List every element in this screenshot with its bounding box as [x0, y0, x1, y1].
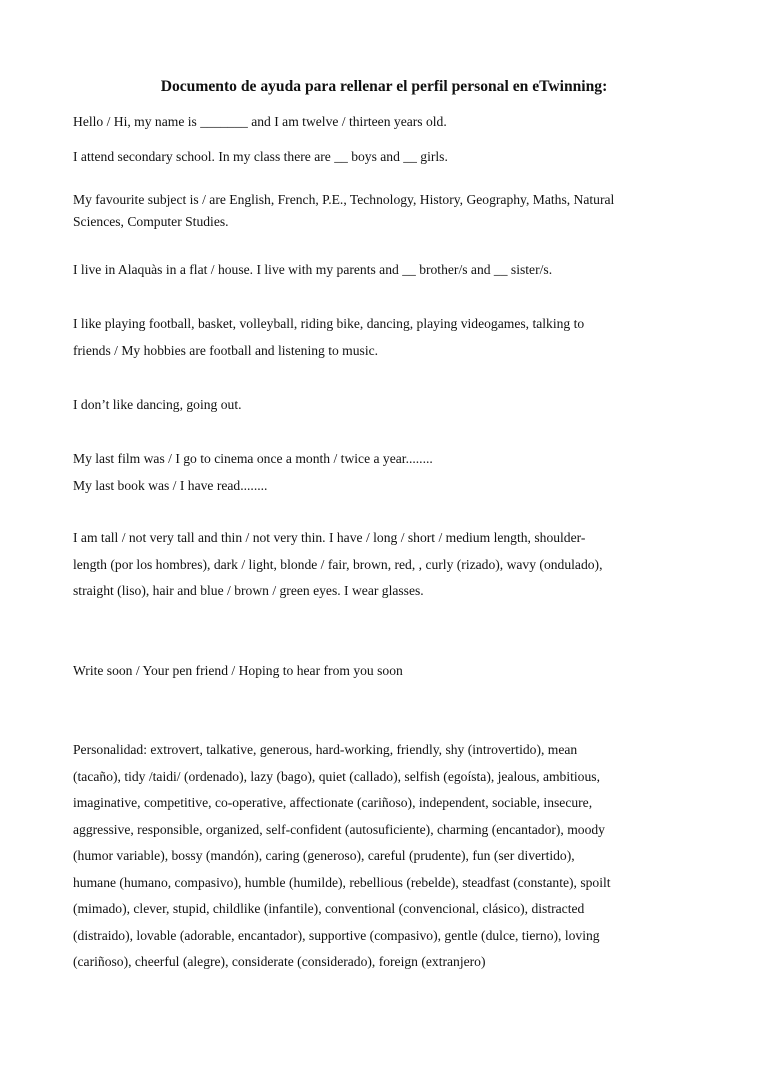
- paragraph-line: Write soon / Your pen friend / Hoping to hear from you soon: [73, 663, 403, 678]
- paragraph-school: [73, 146, 698, 168]
- paragraph-line: I like playing football, basket, volleyball, riding bike, dancing, playing videogames, talking to: [73, 316, 585, 331]
- paragraph-line: friends / My hobbies are football and listening to music.: [73, 342, 379, 358]
- paragraph-line: I am tall / not very tall and thin / not very thin. I have / long / short / medium length, shoulder-: [73, 530, 586, 545]
- paragraph-live: [73, 259, 698, 281]
- paragraph-line: I attend secondary school. In my class there are __ boys and __ girls.: [73, 149, 448, 164]
- paragraph-film-book: [73, 446, 698, 499]
- paragraph-line: (distraido), lovable (adorable, encantador), supportive (compasivo), gentle (dulce, tierno), loving: [73, 927, 600, 943]
- paragraph-line: Personalidad: extrovert, talkative, generous, hard-working, friendly, shy (introvertido), mean: [73, 742, 578, 757]
- paragraph-line: (cariñoso), cheerful (alegre), considerate (considerado), foreign (extranjero): [73, 954, 486, 969]
- paragraph-hello: [73, 111, 698, 133]
- paragraph-closing: [73, 660, 698, 682]
- paragraph-line: humane (humano, compasivo), humble (humilde), rebellious (rebelde), steadfast (constante), spoilt: [73, 874, 611, 890]
- paragraph-line: Sciences, Computer Studies.: [73, 214, 229, 229]
- paragraph-favourite-subject: [73, 189, 698, 233]
- paragraph-line: length (por los hombres), dark / light, blonde / fair, brown, red, , curly (rizado), wavy (ondulado),: [73, 556, 603, 572]
- paragraph-line: My last film was / I go to cinema once a month / twice a year........: [73, 451, 433, 466]
- paragraph-likes: [73, 311, 698, 364]
- paragraph-line: I don’t like dancing, going out.: [73, 397, 242, 412]
- paragraph-line: I live in Alaquàs in a flat / house. I live with my parents and __ brother/s and __ sister/s.: [73, 262, 553, 277]
- paragraph-line: (tacaño), tidy /taidi/ (ordenado), lazy (bago), quiet (callado), selfish (egoísta), jealous, ambitious,: [73, 768, 600, 784]
- paragraph-line: My last book was / I have read........: [73, 477, 268, 493]
- paragraph-line: (mimado), clever, stupid, childlike (infantile), conventional (convencional, clásico), distracted: [73, 901, 585, 916]
- paragraph-appearance: [73, 525, 698, 605]
- paragraph-line: My favourite subject is / are English, French, P.E., Technology, History, Geography, Maths, Natural: [73, 192, 615, 207]
- paragraph-dislikes: [73, 394, 698, 416]
- paragraph-line: aggressive, responsible, organized, self-confident (autosuficiente), charming (encantador), moody: [73, 821, 605, 837]
- document-title: Documento de ayuda para rellenar el perfil personal en eTwinning:: [160, 78, 608, 95]
- paragraph-personality: [73, 737, 698, 976]
- paragraph-line: imaginative, competitive, co-operative, affectionate (cariñoso), independent, sociable, insecure,: [73, 795, 593, 810]
- paragraph-line: (humor variable), bossy (mandón), caring (generoso), careful (prudente), fun (ser divertido),: [73, 848, 575, 863]
- paragraph-line: Hello / Hi, my name is _______ and I am twelve / thirteen years old.: [73, 114, 447, 129]
- paragraph-line: straight (liso), hair and blue / brown / green eyes. I wear glasses.: [73, 583, 424, 598]
